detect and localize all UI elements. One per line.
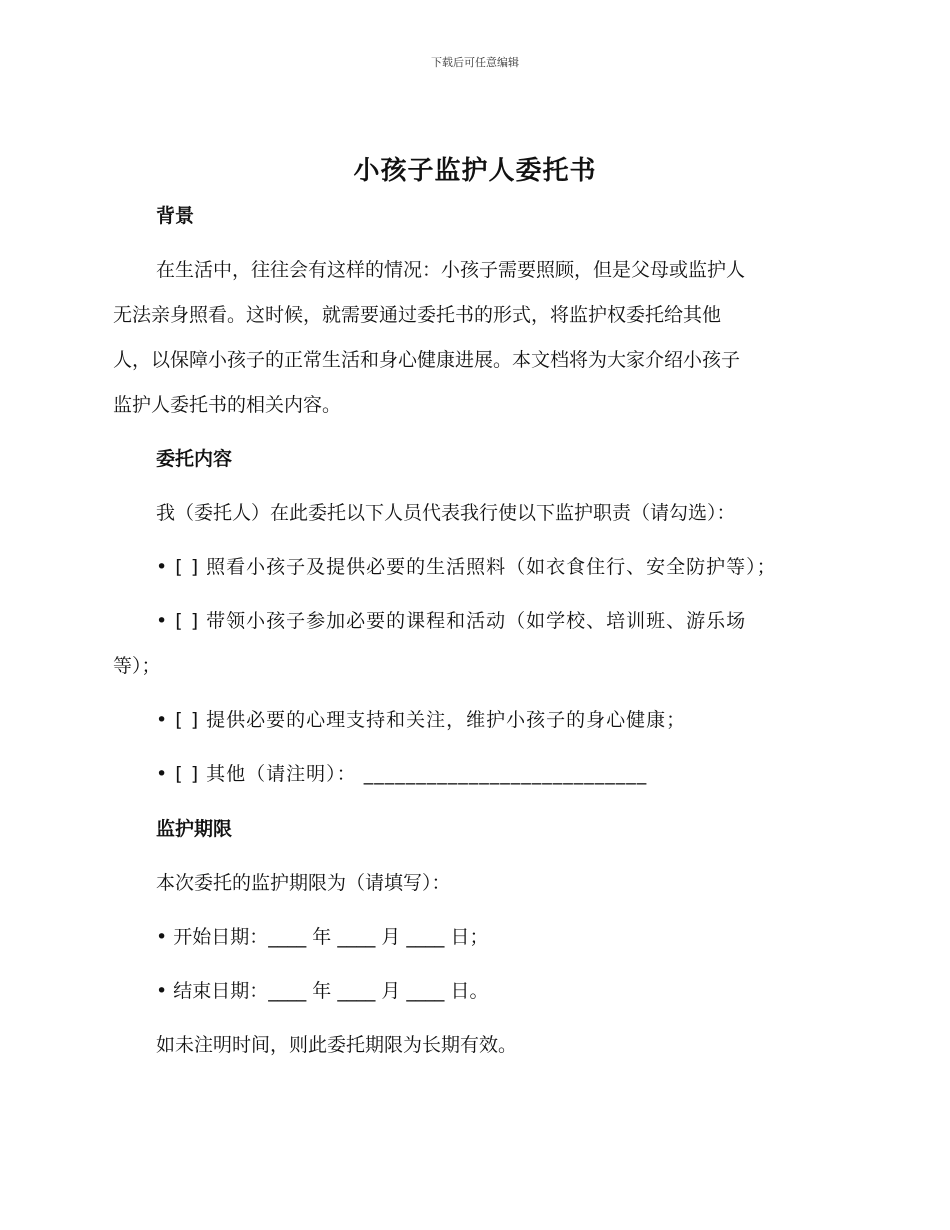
end-date-line: • 结束日期：____ 年 ____ 月 ____ 日。 — [156, 980, 489, 1002]
start-date-line: • 开始日期：____ 年 ____ 月 ____ 日； — [156, 926, 489, 948]
header-note: 下载后可任意编辑 — [431, 56, 519, 69]
section-heading-content: 委托内容 — [156, 448, 233, 470]
period-note: 如未注明时间，则此委托期限为长期有效。 — [156, 1034, 518, 1056]
document-title: 小孩子监护人委托书 — [353, 156, 597, 186]
paragraph-line: 监护人委托书的相关内容。 — [113, 394, 342, 416]
paragraph-line: 无法亲身照看。这时候，就需要通过委托书的形式，将监护权委托给其他 — [113, 304, 722, 326]
checklist-item: • [ ] 提供必要的心理支持和关注，维护小孩子的身心健康； — [156, 709, 687, 731]
section-heading-period: 监护期限 — [156, 818, 233, 840]
checklist-item-other: • [ ] 其他（请注明）： ___________________________ — [156, 763, 648, 785]
section-heading-background: 背景 — [156, 205, 195, 227]
checklist-item: • [ ] 照看小孩子及提供必要的生活照料（如衣食住行、安全防护等）； — [156, 556, 777, 578]
content-intro: 我（委托人）在此委托以下人员代表我行使以下监护职责（请勾选）： — [156, 502, 736, 524]
paragraph-line: 人，以保障小孩子的正常生活和身心健康进展。本文档将为大家介绍小孩子 — [113, 349, 741, 371]
checklist-item-continuation: 等）； — [113, 655, 161, 677]
paragraph-line: 在生活中，往往会有这样的情况：小孩子需要照顾，但是父母或监护人 — [156, 259, 746, 281]
checklist-item: • [ ] 带领小孩子参加必要的课程和活动（如学校、培训班、游乐场 — [156, 610, 747, 632]
period-intro: 本次委托的监护期限为（请填写）： — [156, 872, 451, 894]
